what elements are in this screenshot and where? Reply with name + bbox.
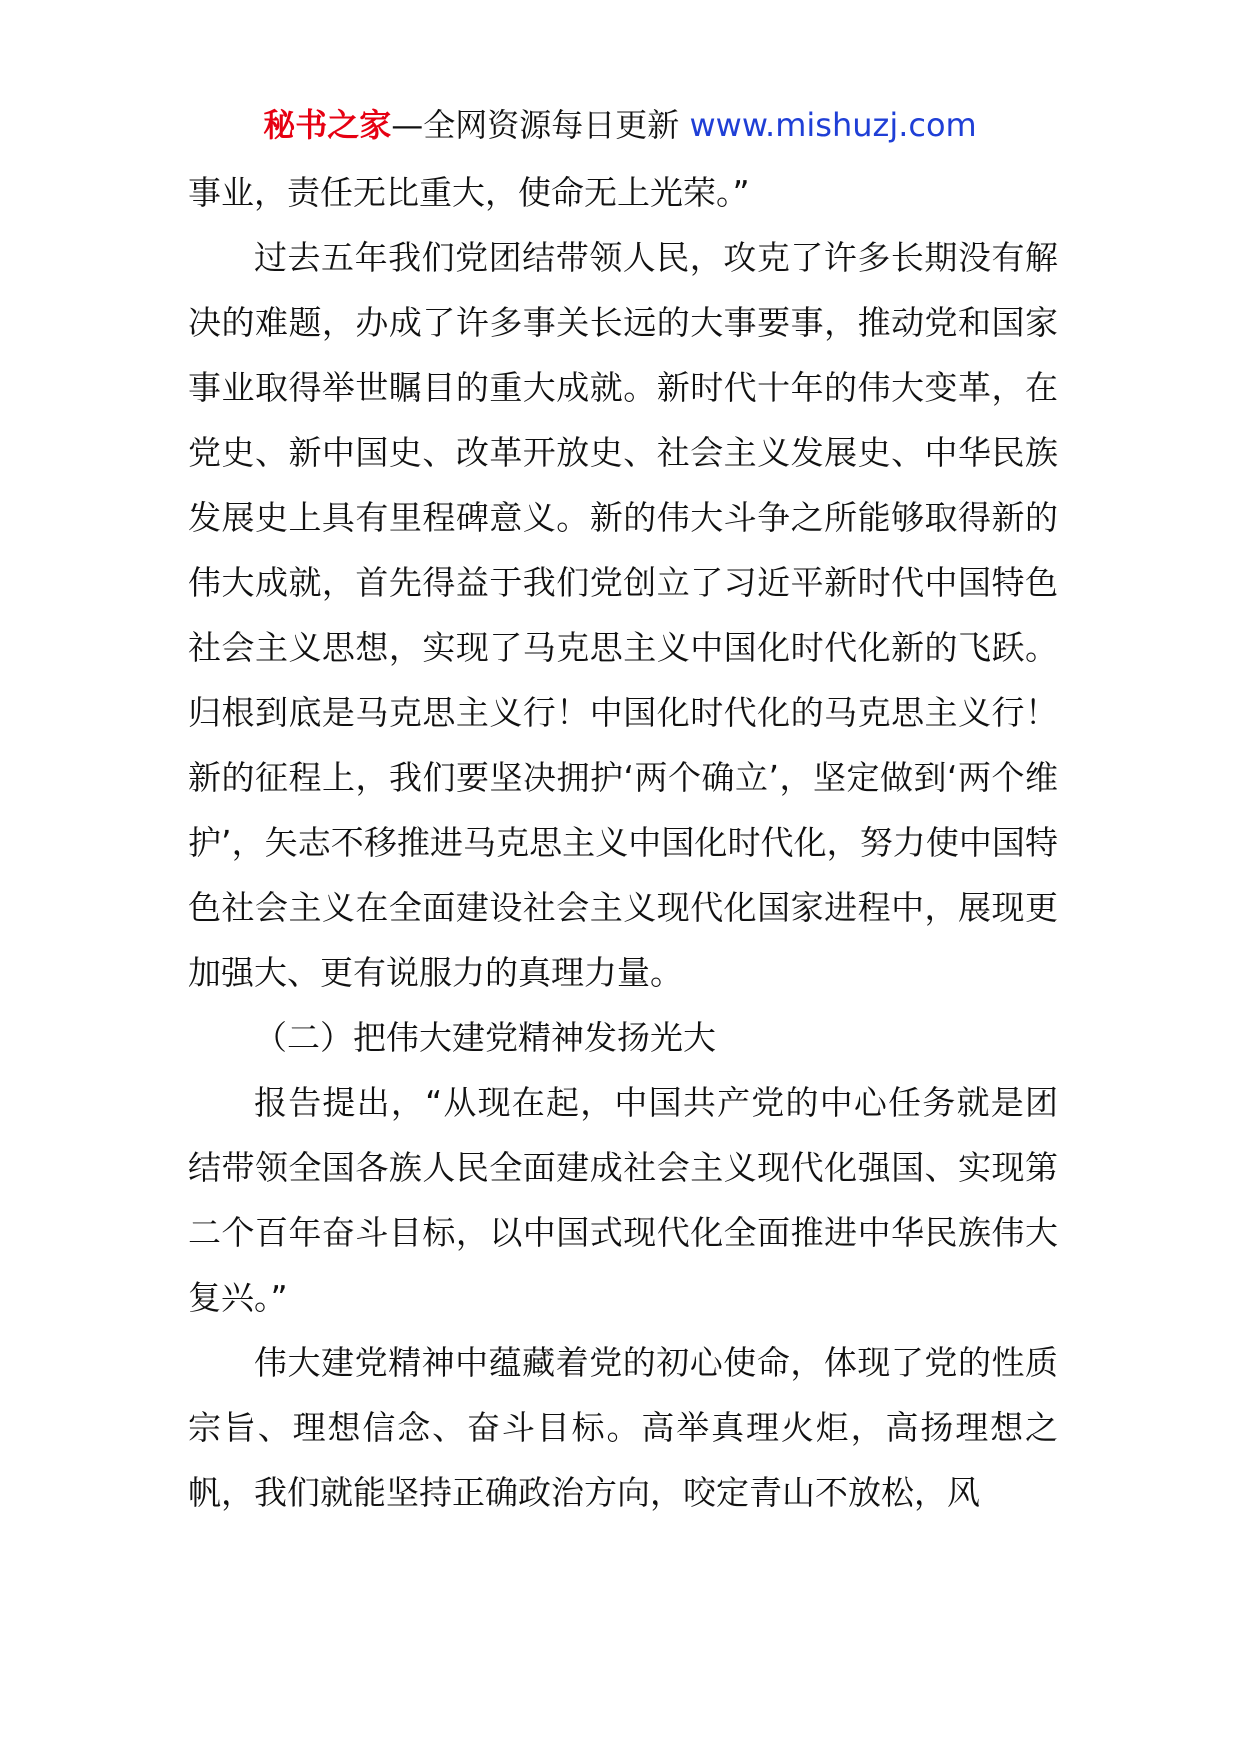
site-brand: 秘书之家 bbox=[263, 106, 392, 144]
site-url-link[interactable]: www.mishuzj.com bbox=[689, 106, 977, 144]
document-body bbox=[188, 160, 1058, 1525]
section-heading: （二）把伟大建党精神发扬光大 bbox=[254, 1018, 716, 1057]
paragraph: 过去五年我们党团结带领人民，攻克了许多长期没有解决的难题，办成了许多事关长远的大事要事，推动党和国家事业取得举世瞩目的重大成就。新时代十年的伟大变革，在党史、新中国史、改革开放史、社会主义发展史、中华民族发展史上具有里程碑意义。新的伟大斗争之所能够取得新的伟大成就，首先得益于我们党创立了习近平新时代中国特色社会主义思想，实现了马克思主义中国化时代化新的飞跃。归根到底是马克思主义行！中国化时代化的马克思主义行！新的征程上，我们要坚决拥护‘两个确立’，坚定做到‘两个维护’，矢志不移推进马克思主义中国化时代化，努力使中国特色社会主义在全面建设社会主义现代化国家进程中，展现更加强大、更有说服力的真理力量。 bbox=[188, 238, 1058, 992]
paragraph: 伟大建党精神中蕴藏着党的初心使命，体现了党的性质宗旨、理想信念、奋斗目标。高举真理火炬，高扬理想之帆，我们就能坚持正确政治方向，咬定青山不放松，风 bbox=[188, 1343, 1058, 1512]
site-slogan: —全网资源每日更新 bbox=[391, 106, 680, 144]
paragraph-continuation: 事业，责任无比重大，使命无上光荣。” bbox=[188, 173, 750, 212]
paragraph: 报告提出，“从现在起，中国共产党的中心任务就是团结带领全国各族人民全面建成社会主义现代化强国、实现第二个百年奋斗目标，以中国式现代化全面推进中华民族伟大复兴。” bbox=[188, 1083, 1058, 1317]
site-header bbox=[0, 100, 1240, 150]
